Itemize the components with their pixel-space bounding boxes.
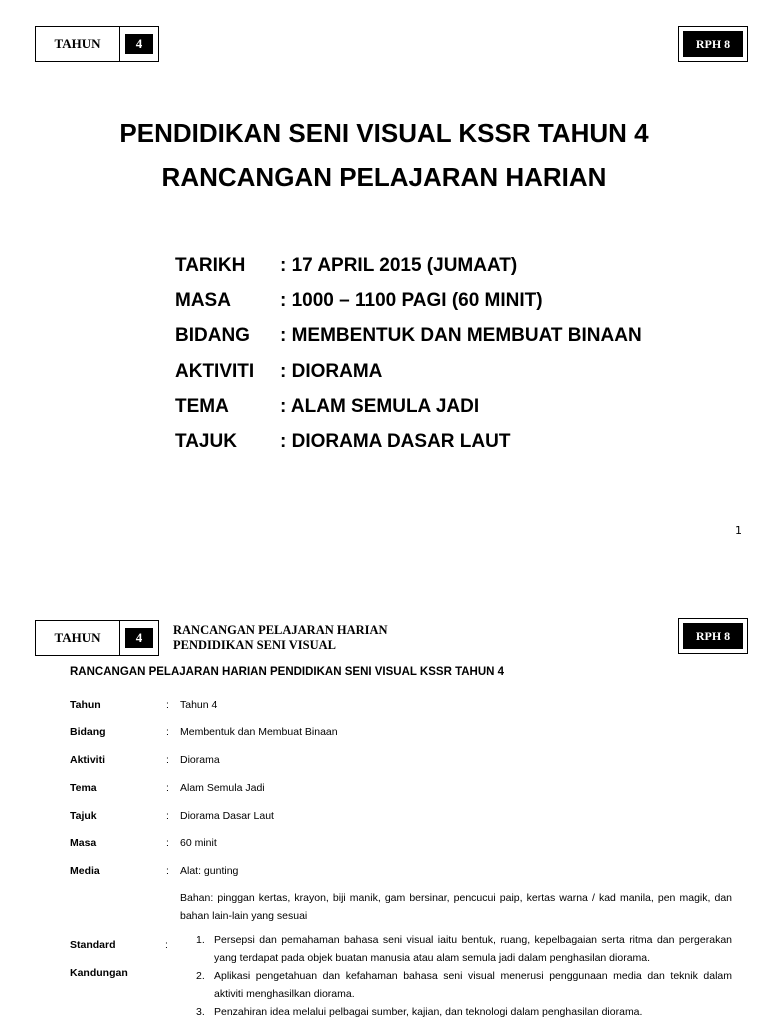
field-key: Aktiviti (70, 754, 106, 766)
field-key: Bidang (70, 726, 106, 738)
info-key: AKTIVITI (175, 361, 255, 382)
field-colon: : (166, 782, 169, 794)
info-key: TARIKH (175, 255, 246, 276)
info-row-tarikh (175, 255, 517, 277)
rph-box (678, 26, 748, 62)
tahun-box (35, 26, 159, 62)
info-key: MASA (175, 290, 231, 311)
tahun-number-cell (120, 621, 158, 655)
field-aktiviti (70, 754, 220, 766)
info-row-tajuk (175, 431, 510, 453)
field-key: Masa (70, 837, 97, 849)
header-line-2: PENDIDIKAN SENI VISUAL (173, 638, 337, 652)
field-colon: : (166, 810, 169, 822)
kandungan-label: Kandungan (70, 967, 128, 979)
field-bidang (70, 726, 338, 738)
field-value: Diorama Dasar Laut (180, 810, 274, 822)
field-masa (70, 837, 217, 849)
field-key: Tajuk (70, 810, 97, 822)
tahun-box (35, 620, 159, 656)
info-key: TAJUK (175, 431, 237, 452)
field-colon: : (166, 726, 169, 738)
field-media (70, 865, 238, 877)
item-text: Aplikasi pengetahuan dan kefahaman bahasa seni visual menerusi penggunaan media dan teknik dalam aktiviti menghasilkan diorama. (214, 970, 732, 1000)
field-tema (70, 782, 265, 794)
item-text: Persepsi dan pemahaman bahasa seni visual iaitu bentuk, ruang, kepelbagaian serta ritma dan pergerakan yang terdapat pada objek buatan manusia atau alam semula jadi dalam penghasilan diorama. (214, 934, 732, 964)
header-line-1: RANCANGAN PELAJARAN HARIAN (173, 623, 388, 637)
field-colon: : (166, 699, 169, 711)
field-colon: : (166, 754, 169, 766)
tahun-number: 4 (125, 628, 153, 648)
info-row-aktiviti (175, 361, 382, 383)
field-tajuk (70, 810, 274, 822)
tahun-label: TAHUN (36, 27, 120, 61)
field-value: Alam Semula Jadi (180, 782, 265, 794)
page-header-text (173, 623, 388, 653)
rph-label: RPH 8 (683, 31, 743, 57)
field-key: Tema (70, 782, 97, 794)
standard-label: Standard (70, 939, 116, 951)
page-number: 1 (735, 524, 742, 537)
info-row-tema (175, 396, 479, 418)
tahun-number-cell (120, 27, 158, 61)
field-colon: : (166, 865, 169, 877)
rph-label: RPH 8 (683, 623, 743, 649)
standard-colon: : (165, 939, 168, 951)
standard-item-1 (196, 931, 732, 967)
standard-item-3 (196, 1003, 732, 1021)
field-key: Media (70, 865, 100, 877)
field-key: Tahun (70, 699, 101, 711)
page-title-line-1: PENDIDIKAN SENI VISUAL KSSR TAHUN 4 (119, 118, 649, 148)
tahun-number: 4 (125, 34, 153, 54)
document-heading: RANCANGAN PELAJARAN HARIAN PENDIDIKAN SENI VISUAL KSSR TAHUN 4 (70, 666, 505, 678)
field-value: Alat: gunting (180, 865, 239, 877)
info-value: : ALAM SEMULA JADI (280, 396, 480, 417)
field-colon: : (166, 837, 169, 849)
info-value: : 17 APRIL 2015 (JUMAAT) (280, 255, 518, 276)
tahun-label: TAHUN (36, 621, 120, 655)
bahan-paragraph: Bahan: pinggan kertas, krayon, biji manik, gam bersinar, pencucui paip, kertas warna / kad manila, pen magik, dan bahan lain-lain yang sesuai (180, 892, 732, 922)
info-row-bidang (175, 325, 642, 347)
info-key: BIDANG (175, 325, 250, 346)
standard-item-2 (196, 967, 732, 1003)
info-value: : DIORAMA DASAR LAUT (280, 431, 511, 452)
info-key: TEMA (175, 396, 229, 417)
info-value: : MEMBENTUK DAN MEMBUAT BINAAN (280, 325, 642, 346)
field-value: Tahun 4 (180, 699, 218, 711)
field-value: Diorama (180, 754, 220, 766)
item-text: Penzahiran idea melalui pelbagai sumber, kajian, dan teknologi dalam penghasilan diorama. (214, 1006, 643, 1018)
field-tahun (70, 699, 217, 711)
field-value: 60 minit (180, 837, 217, 849)
page-title-line-2: RANCANGAN PELAJARAN HARIAN (161, 162, 607, 192)
item-number: 2. (196, 970, 205, 982)
info-row-masa (175, 290, 543, 312)
info-value: : DIORAMA (280, 361, 383, 382)
page-2 (0, 583, 768, 1024)
item-number: 3. (196, 1006, 205, 1018)
info-value: : 1000 – 1100 PAGI (60 MINIT) (280, 290, 543, 311)
item-number: 1. (196, 934, 205, 946)
field-value: Membentuk dan Membuat Binaan (180, 726, 338, 738)
rph-box (678, 618, 748, 654)
